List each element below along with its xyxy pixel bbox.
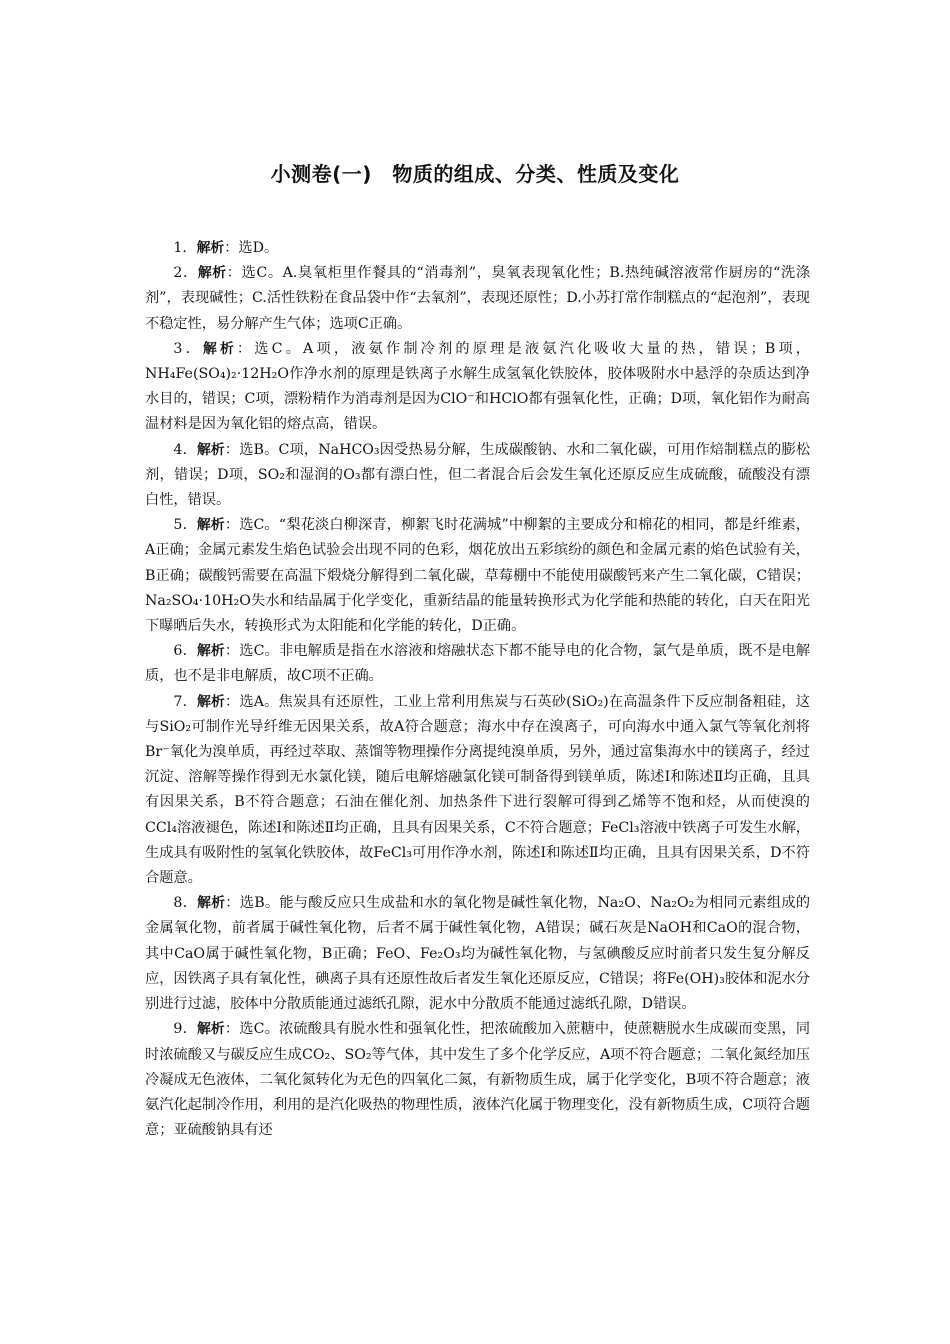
answer-number: 1． [173,240,197,256]
answer-number: 7． [173,693,197,710]
answer-item [145,1017,810,1143]
answer-item [145,513,810,639]
answer-item [145,261,810,337]
answer-number: 5． [173,517,197,534]
answer-text: ：选C。A.臭氧柜里作餐具的“消毒剂”，臭氧表现氧化性；B.热纯碱溶液常作厨房的“洗涤剂”，表现碱性；C.活性铁粉在食品袋中作“去氧剂”，表现还原性；D.小苏打常作制糕点的“起泡剂”，表现不稳定性，易分解产生气体；选项C正确。 [145,265,811,332]
answer-text: ：选C。“梨花淡白柳深青，柳絮飞时花满城”中柳絮的主要成分和棉花的相同，都是纤维素，A正确；金属元素发生焰色试验会出现不同的色彩，烟花放出五彩缤纷的颜色和金属元素的焰色试验有关，B正确；碳酸钙需要在高温下煅烧分解得到二氧化碳，草莓棚中不能使用碳酸钙来产生二氧化碳，C错误；Na₂SO₄·10H₂O失水和结晶属于化学变化，重新结晶的能量转换形式为化学能和热能的转化，白天在阳光下曝晒后失水，转换形式为太阳能和化学能的转化，D正确。 [145,517,810,635]
answer-keyword: 解析 [196,517,225,534]
answer-item [145,438,810,514]
answer-text: ：选B。能与酸反应只生成盐和水的氧化物是碱性氧化物，Na₂O、Na₂O₂为相同元素组成的金属氧化物，前者属于碱性氧化物，后者不属于碱性氧化物，A错误；碱石灰是NaOH和CaO的混合物，其中CaO属于碱性氧化物，B正确；FeO、Fe₂O₃均为碱性氧化物，与氢碘酸反应时前者只发生复分解反应，因铁离子具有氧化性，碘离子具有还原性故后者发生氧化还原反应，C错误；将Fe(OH)₃胶体和泥水分别进行过滤，胶体中分散质能通过滤纸孔隙，泥水中分散质不能通过滤纸孔隙，D错误。 [145,895,811,1013]
answer-keyword: 解析 [196,240,225,256]
answer-keyword: 解析 [202,340,237,357]
answer-item [145,690,810,892]
answer-item [145,236,810,261]
answer-item [145,639,810,689]
answer-text: ：选D。 [224,240,279,256]
answer-text: ：选C。A项，液氨作制冷剂的原理是液氨汽化吸收大量的热，错误；B项，NH₄Fe(SO₄)₂·12H₂O作净水剂的原理是铁离子水解生成氢氧化铁胶体，胶体吸附水中悬浮的杂质达到净水目的，错误；C项，漂粉精作为消毒剂是因为ClO⁻和HClO都有强氧化性，正确；D项，氧化铝作为耐高温材料是因为氧化铝的熔点高，错误。 [145,340,810,433]
answer-item [145,337,810,438]
answer-text: ：选A。焦炭具有还原性，工业上常利用焦炭与石英砂(SiO₂)在高温条件下反应制备粗硅，这与SiO₂可制作光导纤维无因果关系，故A符合题意；海水中存在溴离子，可向海水中通入氯气等氧化剂将Br⁻氧化为溴单质，再经过萃取、蒸馏等物理操作分离提纯溴单质，另外，通过富集海水中的镁离子，经过沉淀、溶解等操作得到无水氯化镁，随后电解熔融氯化镁可制备得到镁单质，陈述Ⅰ和陈述Ⅱ均正确，且具有因果关系，B不符合题意；石油在催化剂、加热条件下进行裂解可得到乙烯等不饱和烃，从而使溴的CCl₄溶液褪色，陈述Ⅰ和陈述Ⅱ均正确，且具有因果关系，C不符合题意；FeCl₃溶液中铁离子可发生水解，生成具有吸附性的氢氧化铁胶体，故FeCl₃可用作净水剂，陈述Ⅰ和陈述Ⅱ均正确，且具有因果关系，D不符合题意。 [145,693,810,887]
answer-keyword: 解析 [196,1021,225,1038]
answer-number: 6． [173,643,197,660]
answer-text: ：选B。C项，NaHCO₃因受热易分解，生成碳酸钠、水和二氧化碳，可用作焙制糕点的膨松剂，错误；D项，SO₂和湿润的O₃都有漂白性，但二者混合后会发生氧化还原反应生成硫酸，硫酸没有漂白性，错误。 [145,441,811,509]
page-title: 小测卷(一) 物质的组成、分类、性质及变化 [270,162,680,186]
answer-text: ：选C。浓硫酸具有脱水性和强氧化性，把浓硫酸加入蔗糖中，使蔗糖脱水生成碳而变黑，同时浓硫酸又与碳反应生成CO₂、SO₂等气体，其中发生了多个化学反应，A项不符合题意；二氧化氮经加压冷凝成无色液体，二氧化氮转化为无色的四氧化二氮，有新物质生成，属于化学变化，B项不符合题意；液氨汽化起制冷作用，利用的是汽化吸热的物理性质，液体汽化属于物理变化，没有新物质生成，C项符合题意；亚硫酸钠具有还 [145,1021,811,1139]
answer-number: 8． [173,895,198,912]
answer-keyword: 解析 [196,441,225,458]
answer-number: 2． [173,265,198,282]
answer-text: ：选C。非电解质是指在水溶液和熔融状态下都不能导电的化合物，氯气是单质，既不是电解质，也不是非电解质，故C项不正确。 [145,643,811,685]
answer-number: 3． [173,340,203,357]
answer-list [145,236,810,1143]
answer-number: 4． [173,441,197,458]
answer-keyword: 解析 [197,265,227,282]
answer-item [145,891,810,1017]
answer-keyword: 解析 [197,895,226,912]
answer-number: 9． [173,1021,197,1038]
answer-keyword: 解析 [196,693,225,710]
answer-keyword: 解析 [196,643,225,660]
